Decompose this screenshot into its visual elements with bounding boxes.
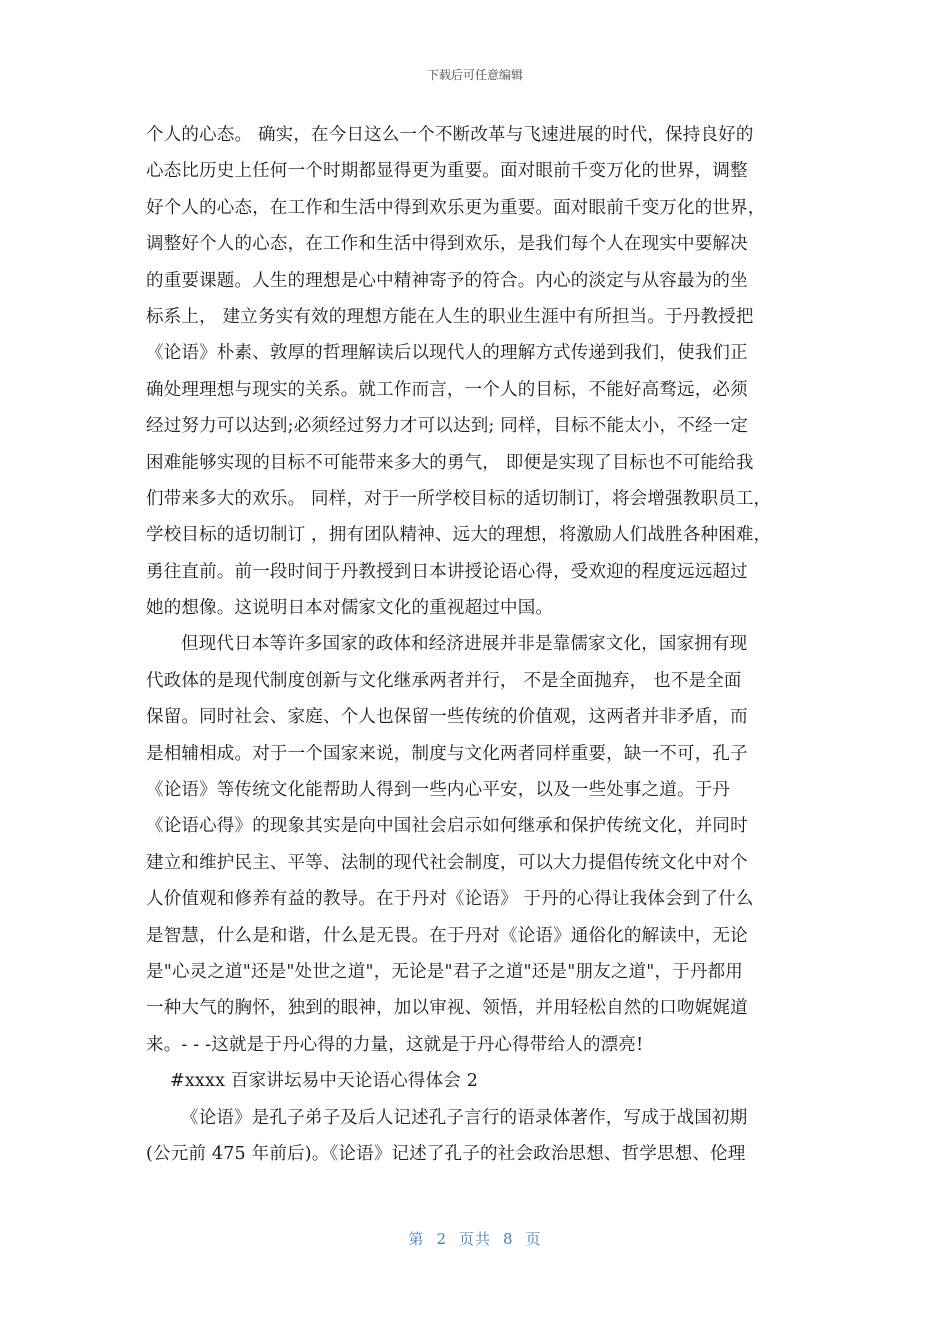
footer-prefix: 第 [408, 1230, 425, 1248]
text-line: 心态比历史上任何一个时期都显得更为重要。面对眼前千变万化的世界，调整 [146, 161, 748, 182]
document-body [146, 117, 826, 1172]
text-line: 们带来多大的欢乐。 同样，对于一所学校目标的适切制订，将会增强教职员工， [146, 488, 772, 509]
text-line: 《论语》是孔子弟子及后人记述孔子言行的语录体著作，写成于战国初期 [181, 1107, 748, 1128]
text-line: 困难能够实现的目标不可能带来多大的勇气， 即便是实现了目标也不可能给我 [146, 452, 754, 473]
footer-page-number: 2 [436, 1230, 447, 1248]
footer-suffix: 页 [525, 1230, 542, 1248]
text-line: 勇往直前。前一段时间于丹教授到日本讲授论语心得，受欢迎的程度远远超过 [146, 561, 748, 582]
text-line: 经过努力可以达到;必须经过努力才可以达到; 同样，目标不能太小，不经一定 [146, 416, 749, 437]
section-heading: #xxxx 百家讲坛易中天论语心得体会 2 [170, 1071, 479, 1092]
text-line: 她的想像。这说明日本对儒家文化的重视超过中国。 [146, 598, 554, 619]
text-line: 标系上， 建立务实有效的理想方能在人生的职业生涯中有所担当。于丹教授把 [146, 306, 754, 327]
text-line: 好个人的心态，在工作和生活中得到欢乐更为重要。面对眼前千变万化的世界， [146, 197, 766, 218]
text-line: 个人的心态。 确实，在今日这么一个不断改革与飞速进展的时代，保持良好的 [146, 125, 754, 145]
text-line: 调整好个人的心态，在工作和生活中得到欢乐，是我们每个人在现实中要解决 [146, 234, 748, 255]
footer-middle: 页共 [458, 1230, 491, 1248]
text-line: 是智慧，什么是和谐，什么是无畏。在于丹对《论语》通俗化的解读中，无论 [146, 925, 748, 946]
text-line: (公元前 475 年前后)。《论语》记述了孔子的社会政治思想、哲学思想、伦理 [146, 1143, 746, 1164]
text-line: 是"心灵之道"还是"处世之道"，无论是"君子之道"还是"朋友之道"，于丹都用 [146, 961, 743, 982]
text-line: 代政体的是现代制度创新与文化继承两者并行， 不是全面抛弃， 也不是全面 [146, 670, 742, 691]
text-line: 一种大气的胸怀，独到的眼神，加以审视、领悟，并用轻松自然的口吻娓娓道 [146, 998, 748, 1019]
text-line: 建立和维护民主、平等、法制的现代社会制度，可以大力提倡传统文化中对个 [146, 852, 748, 873]
text-line: 《论语》朴素、敦厚的哲理解读后以现代人的理解方式传递到我们，使我们正 [146, 343, 748, 364]
text-line: 人价值观和修养有益的教导。在于丹对《论语》 于丹的心得让我体会到了什么 [146, 889, 754, 910]
text-line: 但现代日本等许多国家的政体和经济进展并非是靠儒家文化，国家拥有现 [181, 634, 748, 655]
text-line: 来。- - -这就是于丹心得的力量，这就是于丹心得带给人的漂亮! [146, 1034, 644, 1055]
text-line: 《论语》等传统文化能帮助人得到一些内心平安，以及一些处事之道。于丹 [146, 780, 731, 801]
footer-total-pages: 8 [503, 1230, 514, 1248]
text-line: 是相辅相成。对于一个国家来说，制度与文化两者同样重要，缺一不可，孔子 [146, 743, 748, 764]
text-line: 的重要课题。人生的理想是心中精神寄予的符合。内心的淡定与从容最为的坐 [146, 270, 748, 291]
page-footer [0, 1228, 950, 1249]
page-header: 下载后可任意编辑 [426, 68, 523, 82]
text-line: 确处理理想与现实的关系。就工作而言，一个人的目标，不能好高骛远，必须 [146, 379, 748, 400]
text-line: 《论语心得》的现象其实是向中国社会启示如何继承和保护传统文化，并同时 [146, 816, 748, 837]
text-line: 学校目标的适切制订 ，拥有团队精神、远大的理想，将激励人们战胜各种困难， [146, 525, 772, 546]
text-line: 保留。同时社会、家庭、个人也保留一些传统的价值观，这两者并非矛盾，而 [146, 707, 748, 728]
